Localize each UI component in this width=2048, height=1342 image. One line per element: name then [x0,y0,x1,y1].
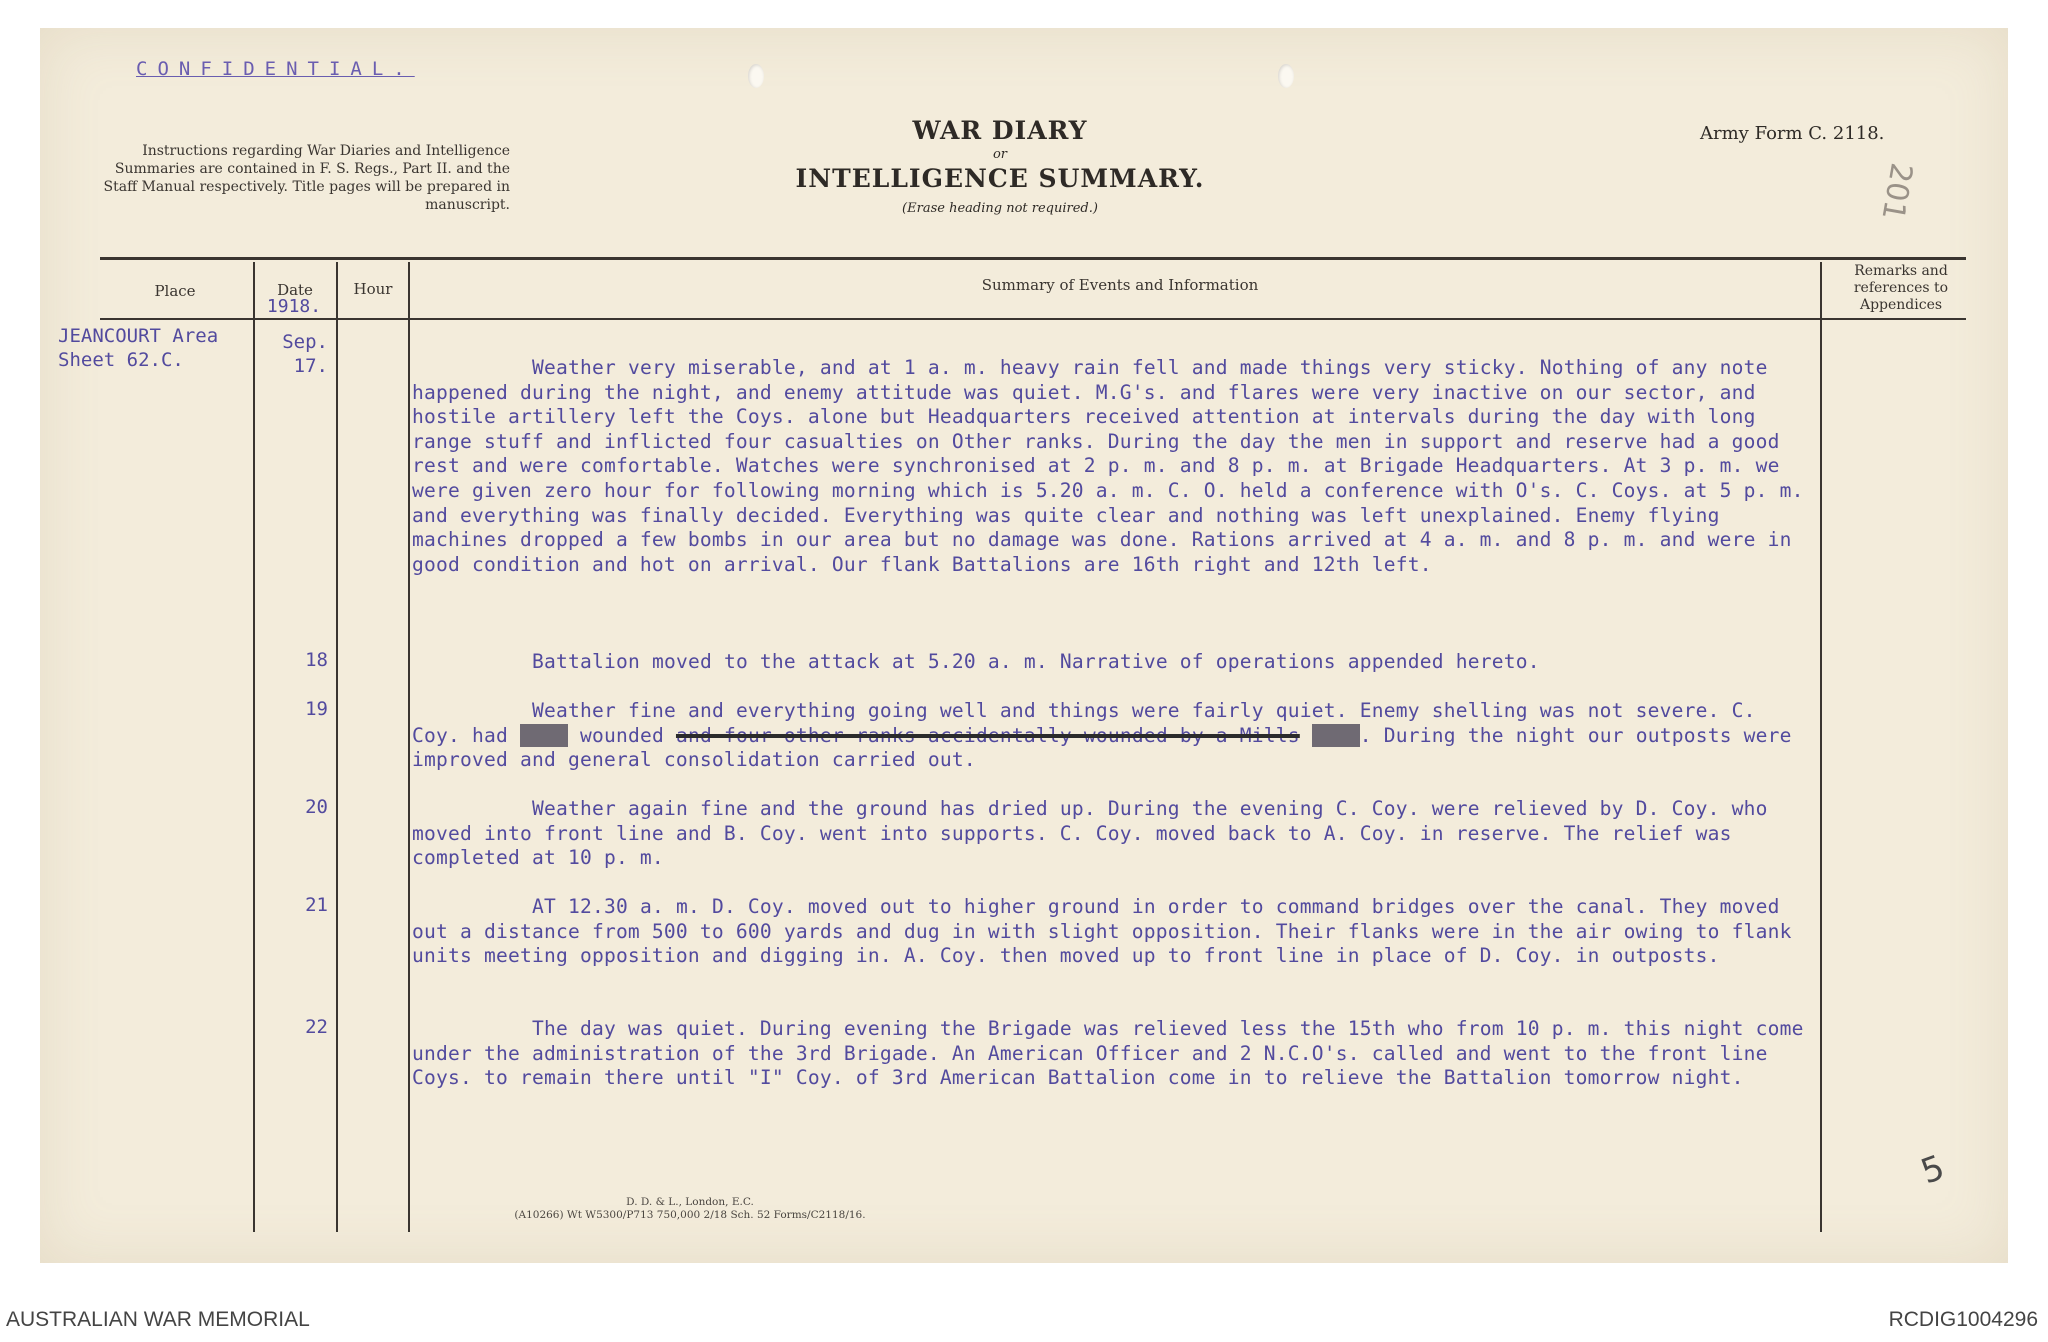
title-war-diary: WAR DIARY [912,116,1088,145]
diary-entry [412,699,1812,773]
title-intelligence-summary: INTELLIGENCE SUMMARY. [795,164,1205,193]
punch-hole [748,64,764,88]
diary-entry: Weather again fine and the ground has dried up. During the evening C. Coy. were relieved by D. Coy. who moved into front line and B. Coy. went into supports. C. Coy. moved back to A. Coy. in reserve. The relief was completed at 10 p. m. [412,797,1768,870]
redacted-word [1312,724,1360,747]
column-header-remarks: Remarks and references to Appendices [1853,263,1949,313]
column-divider [1820,262,1822,1232]
entry-text: Weather fine and everything going well and things were fairly quiet. Enemy shelling was not severe. C. Coy. had [412,699,1756,747]
entry-date: 21 [305,894,328,916]
archive-reference: RCDIG1004296 [1888,1308,2038,1331]
entry-text: wounded [579,723,664,747]
redacted-word [520,724,568,747]
instructions-note: Instructions regarding War Diaries and Intelligence Summaries are contained in F. S. Regs., Part II. and the Staff Manual respectively. Title pages will be prepared in manuscript. [103,143,510,213]
column-header-year: 1918. [266,296,322,317]
column-divider [253,262,255,1232]
place-entry: JEANCOURT Area Sheet 62.C. [58,325,219,371]
army-form-number: Army Form C. 2118. [1700,123,1885,144]
diary-entry: AT 12.30 a. m. D. Coy. moved out to higher ground in order to command bridges over the canal. They moved out a distance from 500 to 600 yards and dug in with slight opposition. Their flanks were in the air owing to flank units meeting opposition and digging in. A. Coy. then moved up to front line in place of D. Coy. in outposts. [412,895,1792,968]
printer-imprint: D. D. & L., London, E.C. (A10266) Wt W5300/P713 750,000 2/18 Sch. 52 Forms/C2118/16. [514,1196,866,1221]
diary-entry: Battalion moved to the attack at 5.20 a. m. Narrative of operations appended hereto. [532,650,1540,673]
entry-date: 22 [305,1016,328,1038]
entry-date: 20 [305,796,328,818]
confidential-stamp: CONFIDENTIAL. [136,58,415,80]
pencil-page-number: 5 [1915,1147,1950,1193]
entry-date: 18 [305,649,328,671]
folio-stamp: 201 [1874,160,1919,223]
entry-date: 17. [293,355,328,377]
archive-credit: AUSTRALIAN WAR MEMORIAL [6,1308,310,1331]
entry-date: 19 [305,698,328,720]
column-header-place: Place [154,282,196,300]
punch-hole [1278,64,1294,88]
title-block [790,116,1210,216]
month-label: Sep. [282,331,328,353]
table-top-rule [100,257,1966,260]
diary-entry: The day was quiet. During evening the Brigade was relieved less the 15th who from 10 p. m. this night come under the administration of the 3rd Brigade. An American Officer and 2 N.C.O's. called and went to the front line Coys. to remain there until "I" Coy. of 3rd American Battalion come in to relieve the Battalion tomorrow night. [412,1017,1804,1090]
table-header-rule [100,318,1966,320]
entry-text: . During the night our outposts were improved and general consolidation carried out. [412,723,1792,772]
column-divider [408,262,410,1232]
column-header-summary: Summary of Events and Information [981,276,1259,294]
diary-entry: Weather very miserable, and at 1 a. m. heavy rain fell and made things very sticky. Nothing of any note happened during the night, and enemy attitude was quiet. M.G's. and flares were very inactive on our sector, and hostile artillery left the Coys. alone but Headquarters received attention at intervals during the day with long range stuff and inflicted four casualties on Other ranks. During the day the men in support and reserve had a good rest and were comfortable. Watches were synchronised at 2 p. m. and 8 p. m. at Brigade Headquarters. At 3 p. m. we were given zero hour for following morning which is 5.20 a. m. C. O. held a conference with O's. C. Coys. at 5 p. m. and everything was finally decided. Everything was quite clear and nothing was left unexplained. Enemy flying machines dropped a few bombs in our area but no damage was done. Rations arrived at 4 a. m. and 8 p. m. and were in good condition and hot on arrival. Our flank Battalions are 16th right and 12th left. [412,356,1804,576]
column-header-hour: Hour [353,280,393,298]
title-or: or [992,147,1008,162]
column-divider [336,262,338,1232]
erase-note: (Erase heading not required.) [902,201,1098,216]
column-header-date: Date [277,281,313,299]
struck-out-text: and four other ranks accidentally wounded by a Mills [675,723,1300,747]
